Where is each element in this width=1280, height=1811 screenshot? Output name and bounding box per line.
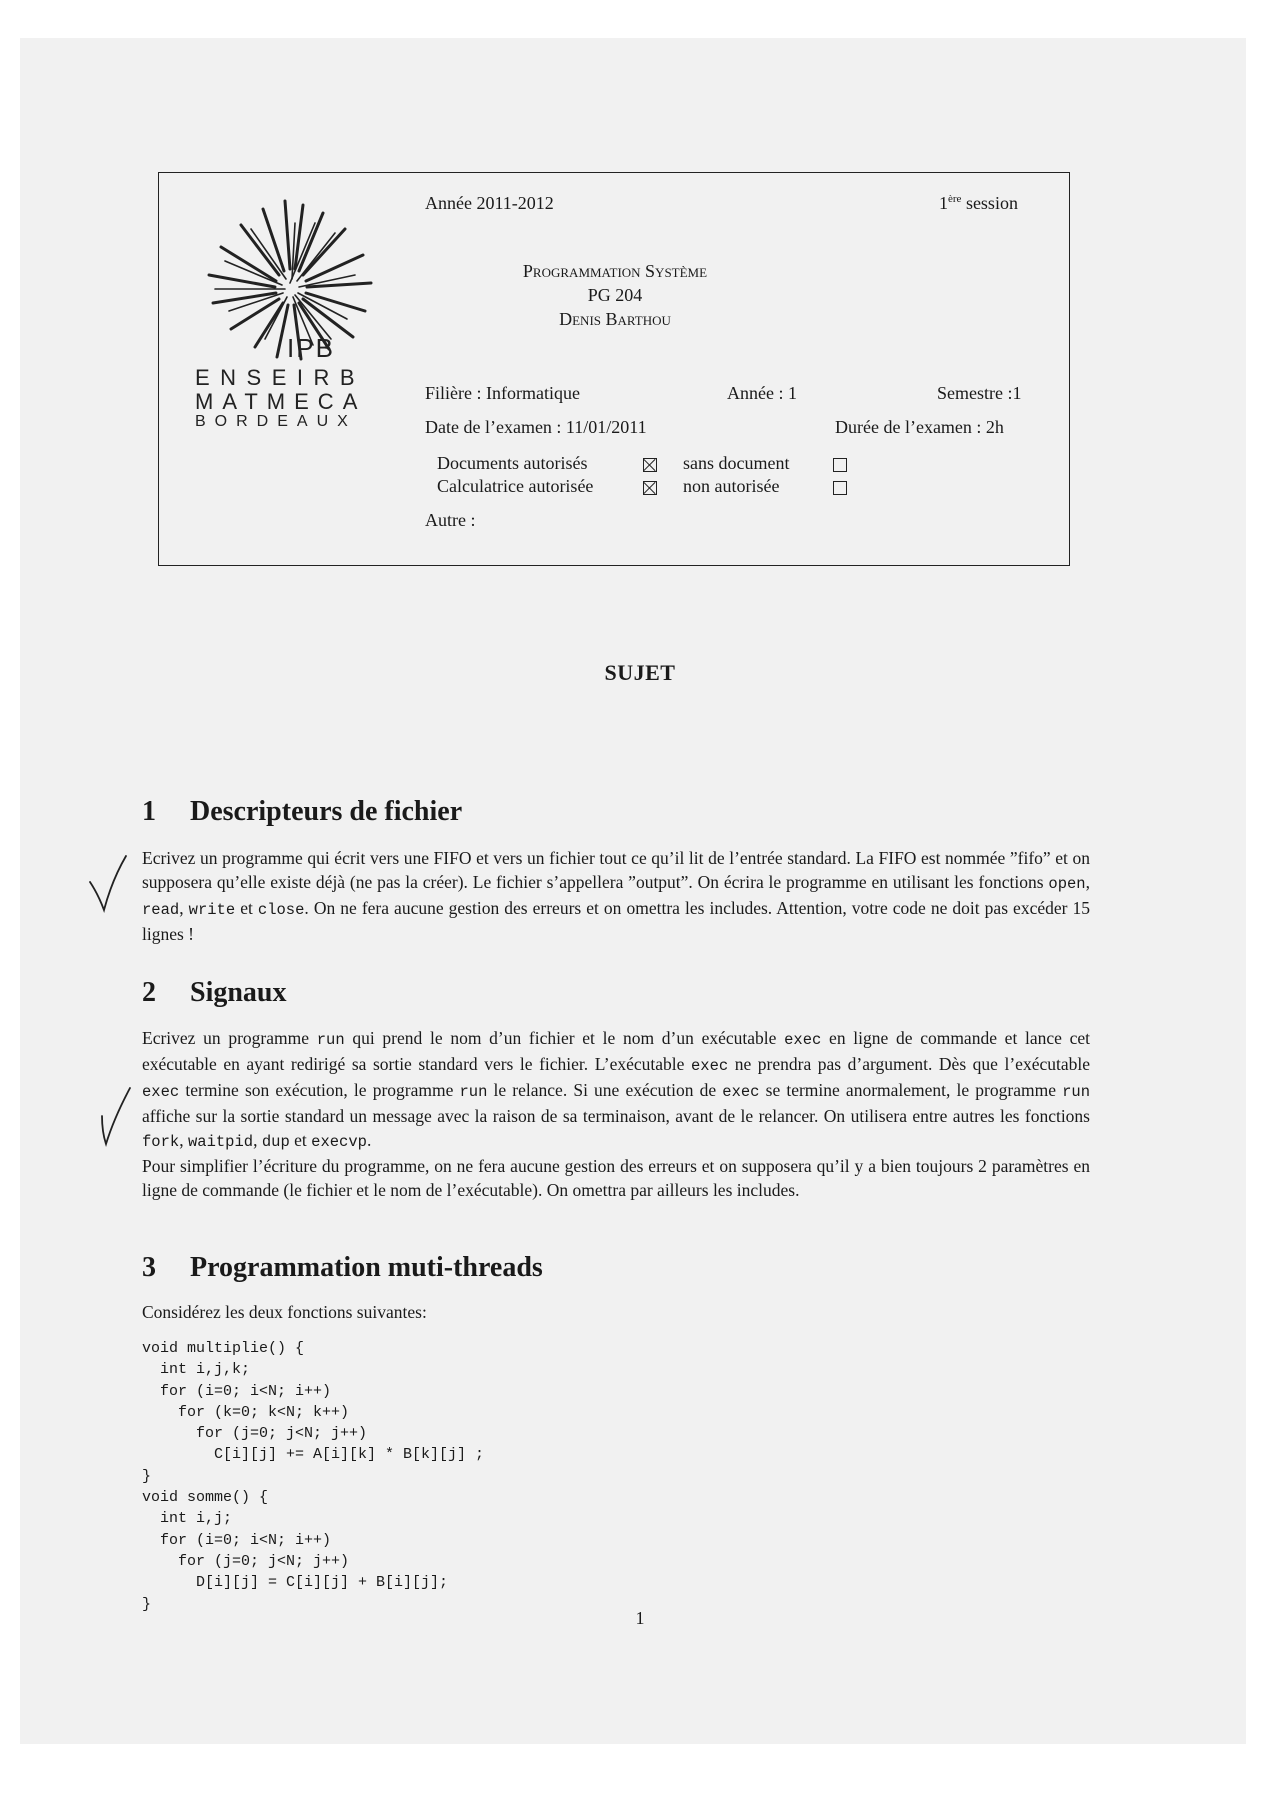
sujet-title: SUJET: [604, 660, 676, 685]
calculator-label: Calculatrice autorisée: [437, 476, 594, 496]
calculator-option: non autorisée: [683, 476, 780, 496]
handwritten-check-icon: [96, 1082, 140, 1148]
logo-bordeaux: BORDEAUX: [195, 413, 357, 430]
handwritten-check-icon: [86, 852, 130, 914]
exam-header-box: [158, 172, 1070, 566]
exam-duration: Durée de l’examen : 2h: [835, 417, 1004, 437]
documents-unchecked-icon: [833, 458, 847, 472]
code-listing: void multiplie() { int i,j,k; for (i=0; i<N; i++) for (k=0; k<N; k++) for (j=0; j<N; j++) C[i][j] += A[i][k] * B[k][j] ; } void somme() { int i,j; for (i=0; i<N; i++) for (j=0; j<N; j++) D[i][j] = C[i][j] + B[i][j]; }: [142, 1340, 485, 1613]
course-title: Programmation Système: [522, 261, 708, 281]
academic-year: Année 2011-2012: [425, 193, 554, 213]
section-3-title: 3 Programmation muti-threads: [142, 1252, 543, 1283]
section-3-intro: Considérez les deux fonctions suivantes:: [142, 1302, 427, 1322]
section-2-title: 2 Signaux: [142, 977, 287, 1008]
section-1-paragraph: Ecrivez un programme qui écrit vers une FIFO et vers un fichier tout ce qu’il lit de l’entrée standard. La FIFO est nommée ”fifo” et on supposera qu’elle existe déjà (ne pas la créer). Le fichier s’appellera ”output”. On écrira le programme en utilisant les fonctions open, read, write et close. On ne fera aucune gestion des erreurs et on omettra les includes. Attention, votre code ne doit pas excéder 15 lignes !: [142, 848, 1090, 944]
logo-ipb-text: IPB: [287, 333, 335, 363]
session: 1ère session: [939, 193, 1018, 213]
course-code: PG 204: [587, 285, 643, 305]
semestre: Semestre :1: [937, 383, 1022, 403]
annee: Année : 1: [727, 383, 797, 403]
documents-checked-icon: [643, 458, 657, 472]
autre-label: Autre :: [425, 510, 476, 530]
section-1-title: 1 Descripteurs de fichier: [142, 796, 463, 827]
calculator-checked-icon: [643, 481, 657, 495]
page-number: 1: [635, 1608, 645, 1628]
section-2-paragraph: Ecrivez un programme run qui prend le nom d’un fichier et le nom d’un exécutable exec en ligne de commande et lance cet exécutable en ayant redirigé sa sortie standard vers le fichier. L’exécutable exec ne prendra pas d’argument. Dès que l’exécutable exec termine son exécution, le programme run le relance. Si une exécution de exec se termine anormalement, le programme run affiche sur la sortie standard un message avec la raison de sa terminaison, avant de le relancer. On utilisera entre autres les fonctions fork, waitpid, dup et execvp. Pour simplifier l’écriture du programme, on ne fera aucune gestion des erreurs et on supposera qu’il y a bien toujours 2 paramètres en ligne de commande (le fichier et le nom de l’exécutable). On omettra par ailleurs les includes.: [142, 1028, 1091, 1200]
logo-matmeca: MATMECA: [195, 389, 367, 414]
calculator-unchecked-icon: [833, 481, 847, 495]
exam-date: Date de l’examen : 11/01/2011: [425, 417, 647, 437]
documents-label: Documents autorisés: [437, 453, 588, 473]
logo-enseirb: ENSEIRB: [195, 365, 366, 390]
filiere: Filière : Informatique: [425, 383, 580, 403]
documents-option: sans document: [683, 453, 790, 473]
teacher-name: Denis Barthou: [559, 309, 671, 329]
